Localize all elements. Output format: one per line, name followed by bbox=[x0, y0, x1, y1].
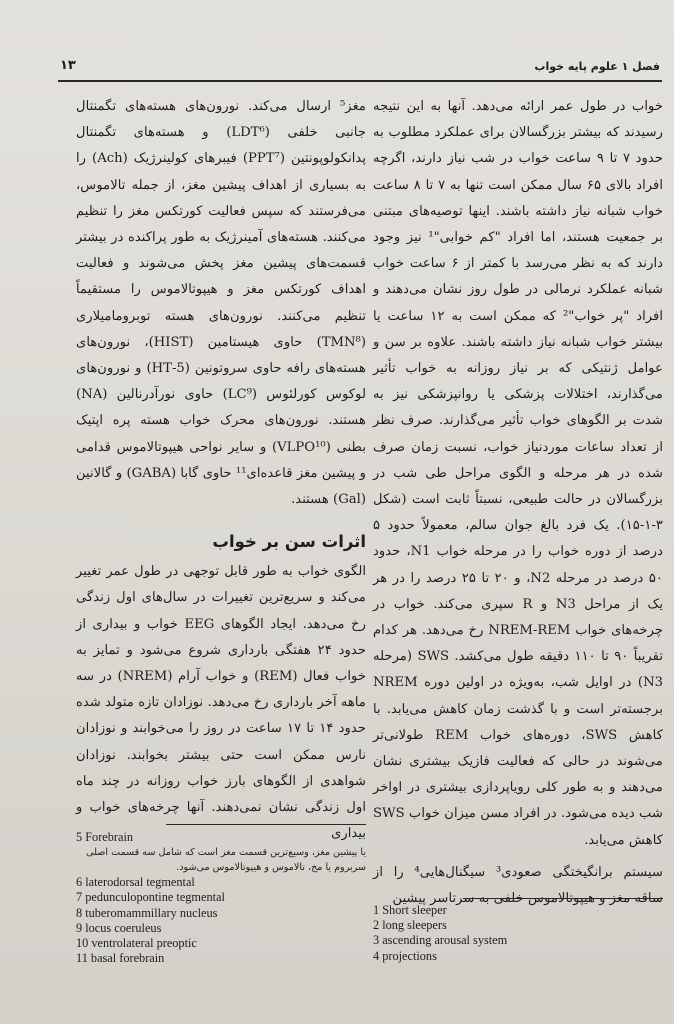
footnote: 2 long sleepers bbox=[373, 918, 447, 933]
footnote: 6 laterodorsal tegmental bbox=[76, 875, 195, 890]
footnote: 3 ascending arousal system bbox=[373, 933, 508, 948]
footnote: 7 pedunculopontine tegmental bbox=[76, 890, 225, 905]
body-paragraph: سیستم برانگیختگی صعودی³ سیگنال‌هایی⁴ را از ساقه مغز و هیپوتالاموس خلفی به سرتاسر پیشین bbox=[373, 864, 663, 907]
footnotes-right bbox=[373, 903, 663, 964]
footnote: 5 Forebrain bbox=[76, 830, 134, 844]
footnote: 1 Short sleeper bbox=[373, 903, 447, 917]
footnote: 8 tuberomammillary nucleus bbox=[76, 905, 218, 920]
header-rule bbox=[58, 80, 662, 82]
chapter-title: فصل ۱ علوم پایه خواب bbox=[534, 60, 660, 73]
footnote: 11 basal forebrain bbox=[76, 951, 165, 966]
footnote-rule bbox=[463, 898, 663, 899]
section-heading: اثرات سن بر خواب bbox=[212, 532, 366, 552]
footnote: 9 locus coeruleus bbox=[76, 920, 162, 935]
body-paragraph: مغز⁵ ارسال می‌کند. نورون‌های هسته‌های تگمنتال جانبی خلفی (LDT⁶) و هسته‌های تگمنتال پدانکولوپونتین (PPT⁷) فیبرهای کولینرژیک (Ach) را به بسیاری از اهداف پیشین مغز، از جمله تالاموس، می‌فرستند که سپس فعالیت کورتکس مغز را تنظیم می‌کنند. هسته‌های آمینرژیک به طور پراکنده در بیشتر قسمت‌های پیشین مغز پخش می‌شوند و فعالیت اهداف کورتکس مغز و هیپوتالاموس را مستقیماً تنظیم می‌کنند. نورون‌های هسته توبرومامیلاری (TMN⁸) حاوی هیستامین (HIST)، نورون‌های هسته‌های رافه حاوی سروتونین (5-HT) و نورون‌های لوکوس کورلئوس (LC⁹) حاوی نورآدرنالین (NA) هستند. نورون‌های محرک خواب هسته پره اپتیک بطنی (VLPO¹⁰) و سایر نواحی هیپوتالاموس قدامی و پیشین مغز قاعده‌ای¹¹ حاوی گابا (GABA) و گالانین (Gal) هستند. bbox=[76, 99, 367, 508]
footnotes-left bbox=[76, 830, 366, 966]
right-column bbox=[373, 94, 663, 912]
left-column bbox=[76, 94, 366, 847]
footnote: یا پیشین مغز، وسیع‌ترین قسمت مغز است که شامل سه قسمت اصلی سربروم یا مخ، تالاموس و هیپوتالاموس می‌شود. bbox=[86, 847, 366, 874]
footnote: 4 projections bbox=[373, 948, 437, 963]
footnote: 10 ventrolateral preoptic bbox=[76, 936, 197, 951]
footnote-rule bbox=[166, 824, 366, 825]
running-header bbox=[60, 58, 660, 80]
body-paragraph: الگوی خواب به طور قابل توجهی در طول عمر تغییر می‌کند و سریع‌ترین تغییرات در سال‌های اول زندگی رخ می‌دهد. ایجاد الگوهای EEG خواب و بیداری از حدود ۲۴ هفتگی بارداری شروع می‌شود و تمایز به خواب فعال (REM) و خواب آرام (NREM) در سه ماهه آخر بارداری رخ می‌دهد. نوزادان تازه متولد شده حدود ۱۴ تا ۱۷ ساعت در روز را می‌خوابند و نوزادان نارس ممکن است حتی بیشتر بخوابند. نوزادان شواهدی از الگوهای بارز خواب روزانه در چند ماه اول زندگی نشان نمی‌دهند. آنها چرخه‌های خواب و بیداری bbox=[76, 564, 367, 842]
body-paragraph: خواب در طول عمر ارائه می‌دهد. آنها به این نتیجه رسیدند که بیشتر بزرگسالان برای عملکرد مطلوب به حدود ۷ تا ۹ ساعت خواب در شب نیاز دارند، اگرچه افراد بالای ۶۵ سال ممکن است تنها به ۷ تا ۸ ساعت خواب شبانه نیاز داشته باشند. اینها توصیه‌های مبتنی بر جمعیت هستند، اما افراد "کم خوابی"¹ نیز وجود دارند که به نظر می‌رسد با کمتر از ۶ ساعت خواب شبانه عملکرد نرمالی در طول روز نشان می‌دهند و افراد "پر خواب"² که ممکن است به ۱۲ ساعت یا بیشتر خواب شبانه نیاز داشته باشند. علاوه بر سن و عوامل ژنتیکی که بر نیاز روزانه به خواب تأثیر می‌گذارند، اختلالات پزشکی یا روانپزشکی نیز به شدت بر الگوهای خواب تأثیر می‌گذارند. صرف نظر از تعداد ساعات موردنیاز خواب، نسبت زمان صرف شده در هر مرحله و الگوی مراحل طی شب در بزرگسالان در حالت طبیعی، نسبتاً ثابت است (شکل ۳-۱-۱۵). یک فرد بالغ جوان سالم، معمولاً حدود ۵ درصد از دوره خواب را در مرحله خواب N1، حدود ۵۰ درصد در مرحله N2، و ۲۰ تا ۲۵ درصد را در هر یک از مراحل N3 و R سپری می‌کند. خواب در چرخه‌های خواب NREM-REM رخ می‌دهد. هر کدام تقریباً ۹۰ تا ۱۱۰ دقیقه طول می‌کشد. SWS (مرحله N3) در اوایل شب، به‌ویژه در اولین دوره NREM برجسته‌تر است و با گذشت زمان کاهش می‌یابد. با کاهش SWS، دوره‌های خواب REM طولانی‌تر می‌شوند در حالی که فعالیت فازیک بیشتری نشان می‌دهند و به طور کلی رویاپردازی بیشتری در اواخر شب دیده می‌شود. در افراد مسن میزان خواب SWS کاهش می‌یابد. bbox=[373, 99, 664, 848]
page-number: ۱۳ bbox=[60, 58, 76, 73]
